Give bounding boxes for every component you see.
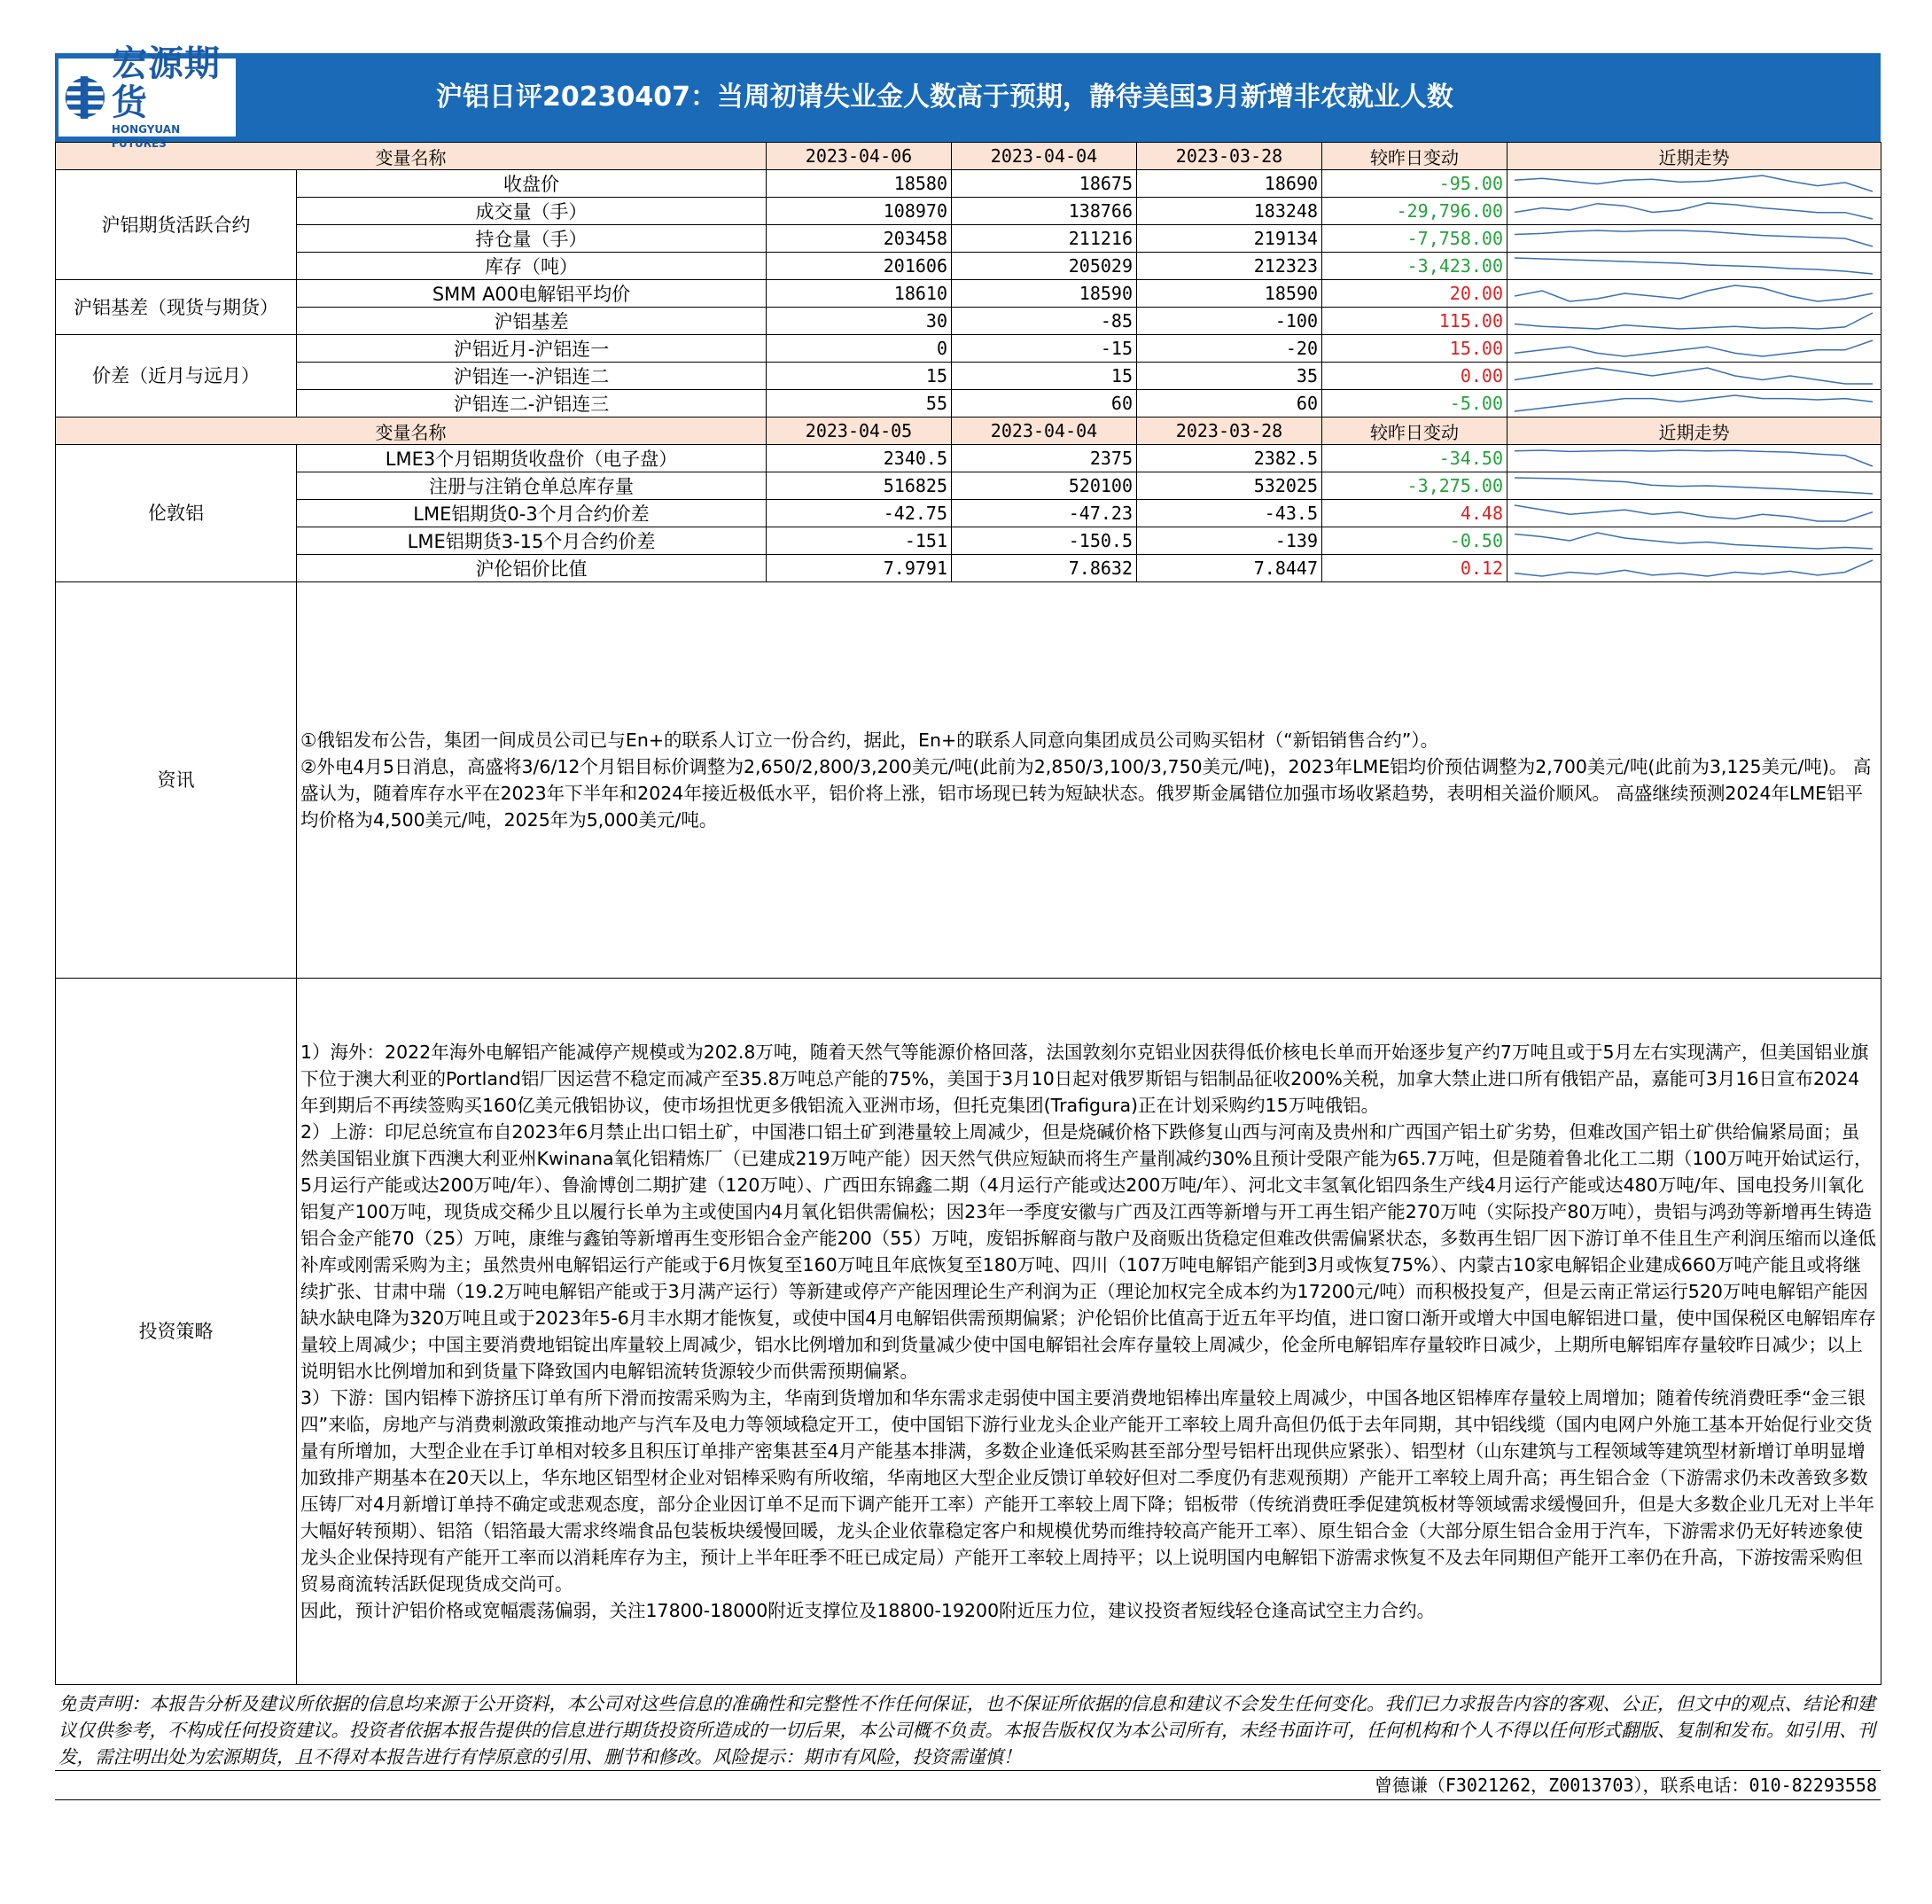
- sparkline-svg: [1507, 445, 1880, 472]
- value-cell: 30: [767, 308, 952, 335]
- trend-sparkline: [1507, 308, 1881, 335]
- strategy-paragraph: 2）上游：印尼总统宣布自2023年6月禁止出口铝土矿，中国港口铝土矿到港量较上周减少，但是烧碱价格下跌修复山西与河南及贵州和广西国产铝土矿劣势，但难改国产铝土矿供给偏紧局面；虽然美国铝业旗下西澳大利亚州Kwinana氧化铝精炼厂（已建成219万吨产能）因天然气供应短缺而将生产量削减约30%且预计受限产能为65.7万吨，但是随着鲁北化工二期（100万吨开始试运行，5月运行产能或达200万吨/年）、鲁渝博创二期扩建（120万吨）、广西田东锦鑫二期（4月运行产能或达200万吨/年）、河北文丰氢氧化铝四条生产线4月运行产能或达480万吨/年、国电投务川氧化铝复产100万吨，现货成交稀少且以履行长单为主或使国内4月氧化铝供需偏松；因23年一季度安徽与广西及江西等新增与开工再生铝产能270万吨（实际投产80万吨），贵铝与鸿劲等新增再生铸造铝合金产能70（25）万吨，康维与鑫铂等新增再生变形铝合金产能200（55）万吨，废铝拆解商与散户及商贩出货稳定但难改供需偏紧状态，多数再生铝厂因下游订单不佳且生产利润压缩而以逢低补库或刚需采购为主；虽然贵州电解铝运行产能或于6月恢复至160万吨且年底恢复至180万吨、四川（107万吨电解铝产能到3月或恢复75%）、内蒙古10家电解铝企业建成660万吨产能且或将继续扩张、甘肃中瑞（19.2万吨电解铝产能或于3月满产运行）等新建或停产产能因理论生产利润为正（理论加权完全成本约为17200元/吨）而积极投复产，但是云南正常运行520万吨电解铝产能因缺水缺电降为320万吨且或于2023年5-6月丰水期才能恢复，或使中国4月电解铝供需预期偏紧；沪伦铝价比值高于近五年平均值，进口窗口渐开或增大中国电解铝进口量，使中国保税区电解铝库存量较上周减少；中国主要消费地铝锭出库量较上周减少，铝水比例增加和到货量减少使中国电解铝社会库存量较上周减少，伦金所电解铝库存量较昨日减少，上期所电解铝库存量较昨日减少；以上说明铝水比例增加和到货量下降致国内电解铝流转货源较少而供需预期偏紧。: [300, 1121, 1876, 1382]
- change-cell: 115.00: [1322, 308, 1507, 335]
- value-cell: -20: [1137, 335, 1322, 363]
- sparkline-svg: [1507, 527, 1880, 554]
- section2-header-row: [56, 417, 1881, 445]
- value-cell: -15: [952, 335, 1137, 363]
- news-paragraph: ①俄铝发布公告，集团一间成员公司已与En+的联系人订立一份合约，据此，En+的联系人同意向集团成员公司购买铝材（“新铝销售合约”）。: [300, 730, 1439, 751]
- value-cell: 219134: [1137, 225, 1322, 253]
- group-label: 价差（近月与远月）: [56, 335, 297, 417]
- value-cell: 7.8632: [952, 555, 1137, 582]
- logo-cn-text: 宏源期货: [111, 43, 221, 123]
- change-cell: -3,275.00: [1322, 472, 1507, 500]
- value-cell: 183248: [1137, 198, 1322, 225]
- logo-icon: [64, 64, 106, 131]
- header-cell: 近期走势: [1507, 417, 1881, 445]
- header-cell: 2023-04-06: [767, 143, 952, 170]
- header-cell: 2023-03-28: [1137, 143, 1322, 170]
- disclaimer: 免责声明：本报告分析及建议所依据的信息均来源于公开资料，本公司对这些信息的准确性和完整性不作任何保证，也不保证所依据的信息和建议不会发生任何变化。我们已力求报告内容的客观、公正，但文中的观点、结论和建议仅供参考，不构成任何投资建议。投资者依据本报告提供的信息进行期货投资所造成的一切后果，本公司概不负责。本报告版权仅为本公司所有，未经书面许可，任何机构和个人不得以任何形式翻版、复制和发布。如引用、刊发，需注明出处为宏源期货，且不得对本报告进行有悖原意的引用、删节和修改。风险提示：期市有风险，投资需谨慎！: [55, 1685, 1881, 1771]
- sparkline-line: [1515, 533, 1873, 549]
- news-paragraph: ②外电4月5日消息，高盛将3/6/12个月铝目标价调整为2,650/2,800/3,200美元/吨(此前为2,850/3,100/3,750美元/吨)，2023年LME铝均价预估调整为2,700美元/吨(此前为3,125美元/吨)。 高盛认为，随着库存水平在2023年下半年和2024年接近极低水平，铝价将上涨，铝市场现已转为短缺状态。俄罗斯金属错位加强市场收紧趋势，表明相关溢价顺风。 高盛继续预测2024年LME铝平均价格为4,500美元/吨，2025年为5,000美元/吨。: [300, 756, 1872, 831]
- header-cell: 2023-04-04: [952, 417, 1137, 445]
- report-title: 沪铝日评20230407：当周初请失业金人数高于预期，静待美国3月新增非农就业人数: [436, 82, 1453, 113]
- value-cell: 516825: [767, 472, 952, 500]
- strategy-text: [297, 979, 1881, 1685]
- trend-sparkline: [1507, 225, 1881, 253]
- variable-name: 库存（吨）: [297, 253, 767, 280]
- value-cell: 2382.5: [1137, 445, 1322, 472]
- value-cell: 211216: [952, 225, 1137, 253]
- value-cell: 15: [952, 363, 1137, 390]
- data-row: [56, 253, 1881, 280]
- value-cell: 18675: [952, 170, 1137, 198]
- strategy-row: [56, 979, 1881, 1685]
- sparkline-line: [1515, 230, 1873, 246]
- change-cell: -34.50: [1322, 445, 1507, 472]
- sparkline-line: [1515, 340, 1873, 356]
- data-row: [56, 472, 1881, 500]
- data-row: [56, 500, 1881, 527]
- sparkline-svg: [1507, 225, 1880, 252]
- news-row: [56, 582, 1881, 979]
- strategy-paragraph: 因此，预计沪铝价格或宽幅震荡偏弱，关注17800-18000附近支撑位及18800-19200附近压力位，建议投资者短线轻仓逢高试空主力合约。: [300, 1600, 1436, 1621]
- sparkline-svg: [1507, 472, 1880, 499]
- value-cell: 18580: [767, 170, 952, 198]
- value-cell: -43.5: [1137, 500, 1322, 527]
- trend-sparkline: [1507, 555, 1881, 582]
- group-label: 沪铝期货活跃合约: [56, 170, 297, 280]
- sparkline-line: [1515, 505, 1873, 521]
- sparkline-line: [1515, 395, 1873, 411]
- value-cell: 212323: [1137, 253, 1322, 280]
- strategy-paragraph: 1）海外：2022年海外电解铝产能减停产规模或为202.8万吨，随着天然气等能源价格回落，法国敦刻尔克铝业因获得低价核电长单而开始逐步复产约7万吨且或于5月左右实现满产，但美国铝业旗下位于澳大利亚的Portland铝厂因运营不稳定而减产至35.8万吨总产能的75%，美国于3月10日起对俄罗斯铝与铝制品征收200%关税，加拿大禁止进口所有俄铝产品，嘉能可3月16日宣布2024年到期后不再续签购买160亿美元俄铝协议，使市场担忧更多俄铝流入亚洲市场，但托克集团(Trafigura)正在计划采购约15万吨俄铝。: [300, 1042, 1869, 1116]
- value-cell: 2375: [952, 445, 1137, 472]
- value-cell: 18590: [1137, 280, 1322, 308]
- data-row: [56, 527, 1881, 555]
- variable-name: 沪铝连二-沪铝连三: [297, 390, 767, 417]
- trend-sparkline: [1507, 198, 1881, 225]
- header-cell: 2023-03-28: [1137, 417, 1322, 445]
- variable-name: 沪铝基差: [297, 308, 767, 335]
- strategy-label: 投资策略: [56, 979, 297, 1685]
- trend-sparkline: [1507, 335, 1881, 363]
- trend-sparkline: [1507, 280, 1881, 308]
- value-cell: 7.8447: [1137, 555, 1322, 582]
- sparkline-line: [1515, 285, 1873, 301]
- data-row: [56, 225, 1881, 253]
- data-row: [56, 280, 1881, 308]
- value-cell: 203458: [767, 225, 952, 253]
- sparkline-line: [1515, 450, 1873, 466]
- value-cell: 60: [1137, 390, 1322, 417]
- report-page: [55, 43, 1881, 1800]
- variable-name: 注册与注销仓单总库存量: [297, 472, 767, 500]
- change-cell: -3,423.00: [1322, 253, 1507, 280]
- group-label: 伦敦铝: [56, 445, 297, 582]
- group-label: 沪铝基差（现货与期货）: [56, 280, 297, 335]
- change-cell: -7,758.00: [1322, 225, 1507, 253]
- sparkline-svg: [1507, 198, 1880, 224]
- header-cell: 变量名称: [56, 143, 767, 170]
- variable-name: SMM A00电解铝平均价: [297, 280, 767, 308]
- sparkline-svg: [1507, 390, 1880, 417]
- section1-header-row: [56, 143, 1881, 170]
- value-cell: 108970: [767, 198, 952, 225]
- value-cell: -47.23: [952, 500, 1137, 527]
- value-cell: -85: [952, 308, 1137, 335]
- trend-sparkline: [1507, 500, 1881, 527]
- trend-sparkline: [1507, 472, 1881, 500]
- sparkline-line: [1515, 560, 1873, 576]
- change-cell: 20.00: [1322, 280, 1507, 308]
- value-cell: -139: [1137, 527, 1322, 555]
- trend-sparkline: [1507, 363, 1881, 390]
- variable-name: LME3个月铝期货收盘价（电子盘）: [297, 445, 767, 472]
- change-cell: 0.00: [1322, 363, 1507, 390]
- trend-sparkline: [1507, 390, 1881, 417]
- variable-name: 沪伦铝价比值: [297, 555, 767, 582]
- header-cell: 较昨日变动: [1322, 143, 1507, 170]
- data-row: [56, 198, 1881, 225]
- variable-name: 收盘价: [297, 170, 767, 198]
- sparkline-svg: [1507, 335, 1880, 362]
- change-cell: -95.00: [1322, 170, 1507, 198]
- sparkline-svg: [1507, 170, 1880, 197]
- value-cell: -151: [767, 527, 952, 555]
- sparkline-svg: [1507, 363, 1880, 389]
- change-cell: -5.00: [1322, 390, 1507, 417]
- variable-name: 成交量（手）: [297, 198, 767, 225]
- trend-sparkline: [1507, 527, 1881, 555]
- value-cell: 520100: [952, 472, 1137, 500]
- value-cell: 60: [952, 390, 1137, 417]
- title-banner: [55, 43, 1881, 150]
- change-cell: 0.12: [1322, 555, 1507, 582]
- data-row: [56, 555, 1881, 582]
- logo-en-text: HONGYUAN FUTURES: [111, 123, 181, 150]
- sparkline-svg: [1507, 253, 1880, 279]
- header-cell: 变量名称: [56, 417, 767, 445]
- trend-sparkline: [1507, 253, 1881, 280]
- strategy-paragraph: 3）下游：国内铝棒下游挤压订单有所下滑而按需采购为主，华南到货增加和华东需求走弱使中国主要消费地铝棒出库量较上周减少，中国各地区铝棒库存量较上周增加；随着传统消费旺季“金三银四”来临，房地产与消费刺激政策推动地产与汽车及电力等领域稳定开工，使中国铝下游行业龙头企业产能开工率较上周升高但仍低于去年同期，其中铝线缆（国内电网户外施工基本开始促行业交货量有所增加，大型企业在手订单相对较多且积压订单排产密集甚至4月产能基本排满，多数企业逢低采购甚至部分型号铝杆出现供应紧张）、铝型材（山东建筑与工程领域等建筑型材新增订单明显增加致排产期基本在20天以上，华东地区铝型材企业对铝棒采购有所收缩，华南地区大型企业反馈订单较好但对二季度仍有悲观预期）产能开工率较上周升高；再生铝合金（下游需求仍未改善致多数压铸厂对4月新增订单持不确定或悲观态度，部分企业因订单不足而下调产能开工率）产能开工率较上周下降；铝板带（传统消费旺季促建筑板材等领域需求缓慢回升，但是大多数企业几无对上半年大幅好转预期）、铝箔（铝箔最大需求终端食品包装板块缓慢回暖，龙头企业依靠稳定客户和规模优势而维持较高产能开工率）、原生铝合金（大部分原生铝合金用于汽车，下游需求仍无好转迹象使龙头企业保持现有产能开工率而以消耗库存为主，预计上半年旺季不旺已成定局）产能开工率较上周持平；以上说明国内电解铝下游需求恢复不及去年同期但产能开工率仍在升高，下游按需采购但贸易商流转活跃促现货成交尚可。: [300, 1387, 1875, 1595]
- variable-name: 沪铝近月-沪铝连一: [297, 335, 767, 363]
- news-label: 资讯: [56, 582, 297, 979]
- news-text: [297, 582, 1881, 979]
- value-cell: 15: [767, 363, 952, 390]
- variable-name: LME铝期货3-15个月合约价差: [297, 527, 767, 555]
- value-cell: -42.75: [767, 500, 952, 527]
- value-cell: 532025: [1137, 472, 1322, 500]
- sparkline-svg: [1507, 555, 1880, 581]
- value-cell: 138766: [952, 198, 1137, 225]
- contact-info: 曾德谦（F3021262，Z0013703），联系电话：010-82293558: [55, 1771, 1881, 1800]
- data-row: [56, 308, 1881, 335]
- change-cell: 15.00: [1322, 335, 1507, 363]
- header-cell: 近期走势: [1507, 143, 1881, 170]
- change-cell: -29,796.00: [1322, 198, 1507, 225]
- change-cell: 4.48: [1322, 500, 1507, 527]
- value-cell: 18610: [767, 280, 952, 308]
- sparkline-line: [1515, 176, 1873, 191]
- header-cell: 2023-04-04: [952, 143, 1137, 170]
- trend-sparkline: [1507, 170, 1881, 198]
- value-cell: 55: [767, 390, 952, 417]
- data-row: [56, 390, 1881, 417]
- value-cell: 7.9791: [767, 555, 952, 582]
- value-cell: 18590: [952, 280, 1137, 308]
- variable-name: 持仓量（手）: [297, 225, 767, 253]
- sparkline-line: [1515, 258, 1873, 274]
- sparkline-line: [1515, 368, 1873, 384]
- sparkline-svg: [1507, 500, 1880, 527]
- header-cell: 2023-04-05: [767, 417, 952, 445]
- company-logo: [58, 43, 236, 150]
- data-row: [56, 363, 1881, 390]
- data-row: [56, 445, 1881, 472]
- value-cell: 201606: [767, 253, 952, 280]
- value-cell: -150.5: [952, 527, 1137, 555]
- sparkline-line: [1515, 313, 1873, 329]
- data-row: [56, 335, 1881, 363]
- sparkline-svg: [1507, 280, 1880, 307]
- change-cell: -0.50: [1322, 527, 1507, 555]
- sparkline-line: [1515, 203, 1873, 219]
- data-table: [55, 142, 1881, 1685]
- sparkline-line: [1515, 478, 1873, 494]
- sparkline-svg: [1507, 308, 1880, 334]
- value-cell: 205029: [952, 253, 1137, 280]
- data-row: [56, 170, 1881, 198]
- header-cell: 较昨日变动: [1322, 417, 1507, 445]
- variable-name: 沪铝连一-沪铝连二: [297, 363, 767, 390]
- variable-name: LME铝期货0-3个月合约价差: [297, 500, 767, 527]
- value-cell: 2340.5: [767, 445, 952, 472]
- trend-sparkline: [1507, 445, 1881, 472]
- value-cell: 0: [767, 335, 952, 363]
- value-cell: 18690: [1137, 170, 1322, 198]
- value-cell: 35: [1137, 363, 1322, 390]
- value-cell: -100: [1137, 308, 1322, 335]
